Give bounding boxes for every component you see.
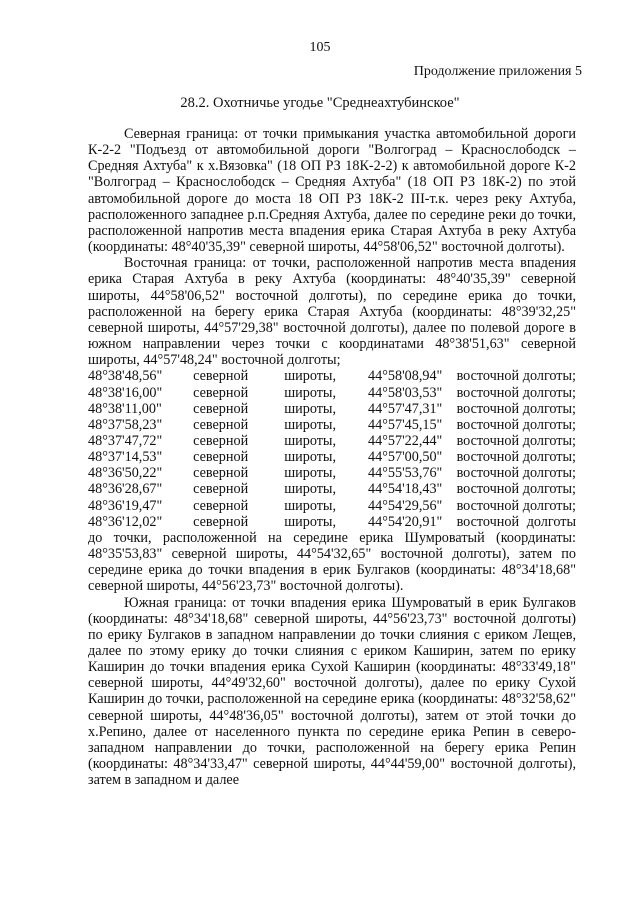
latitude-suffix: широты, — [284, 432, 336, 449]
latitude-value: 48°38'16,00" — [88, 384, 163, 401]
coordinate-row — [88, 385, 576, 401]
latitude-word: северной — [193, 384, 249, 401]
longitude-value: 44°57'00,50" — [368, 449, 443, 466]
latitude-value: 48°36'12,02" — [88, 513, 163, 530]
longitude-suffix: долготы; — [522, 368, 576, 385]
coordinate-row — [88, 417, 576, 433]
longitude-value: 44°57'22,44" — [368, 432, 443, 449]
longitude-value: 44°58'08,94" — [368, 368, 443, 385]
page-number: 105 — [309, 40, 331, 55]
south-border-paragraph: Южная граница: от точки впадения ерика Шумроватый в ерик Булгаков (координаты: 48°34'18,68" северной широты, 44°56'23,73" восточной долготы) по ерику Булгаков в западном направлении до точки слияния с ериком Лещев, далее по этому ерику до точки слияния с ериком Каширин, затем по ерику Каширин до точки впадения ерика Сухой Каширин (координаты: 48°33'49,18" северной широты, 44°49'32,60" восточной долготы), далее по ерику Сухой Каширин до точки, расположенной на середине ерика (координаты: 48°32'58,62" северной широты, 44°48'36,05" восточной долготы), затем от этой точки до х.Репино, далее от населенного пункта по середине ерика Репин в северо-западном направлении до точки, расположенной на берегу ерика Репин (координаты: 48°34'33,47" северной широты, 44°44'59,00" восточной долготы), затем в западном и далее — [88, 594, 576, 789]
latitude-value: 48°37'14,53" — [88, 449, 163, 466]
latitude-suffix: широты, — [284, 497, 336, 514]
latitude-suffix: широты, — [284, 481, 336, 498]
latitude-value: 48°36'50,22" — [88, 465, 163, 482]
latitude-suffix: широты, — [284, 416, 336, 433]
longitude-suffix: долготы — [526, 513, 576, 530]
latitude-word: северной — [193, 432, 249, 449]
latitude-value: 48°37'47,72" — [88, 432, 163, 449]
longitude-word: восточной — [456, 384, 520, 401]
section-title: 28.2. Охотничье угодье "Среднеахтубинское" — [180, 95, 460, 111]
coordinate-row — [88, 401, 576, 417]
longitude-word: восточной — [456, 465, 520, 482]
longitude-word: восточной — [456, 368, 520, 385]
longitude-suffix: долготы; — [522, 384, 576, 401]
coordinate-row — [88, 449, 576, 465]
longitude-word: восточной — [456, 400, 520, 417]
longitude-suffix: долготы; — [522, 432, 576, 449]
appendix-continuation-label: Продолжение приложения 5 — [413, 64, 582, 79]
latitude-value: 48°38'11,00" — [88, 400, 162, 417]
coordinate-row — [88, 465, 576, 481]
document-body — [88, 126, 576, 788]
longitude-value: 44°54'29,56" — [368, 497, 443, 514]
coordinate-row — [88, 368, 576, 384]
longitude-word: восточной — [456, 432, 520, 449]
latitude-suffix: широты, — [284, 400, 336, 417]
longitude-value: 44°55'53,76" — [368, 465, 443, 482]
longitude-suffix: долготы; — [522, 481, 576, 498]
latitude-word: северной — [193, 400, 249, 417]
east-border-end-paragraph: до точки, расположенной на середине ерика Шумроватый (координаты: 48°35'53,83" северной широты, 44°54'32,65" восточной долготы), затем по середине ерика до точки впадения в ерик Булгаков (координаты: 48°34'18,68" северной широты, 44°56'23,73" восточной долготы). — [88, 529, 576, 595]
north-border-paragraph: Северная граница: от точки примыкания участка автомобильной дороги К-2-2 "Подъезд от автомобильной дороги "Волгоград – Краснослободск – Средняя Ахтуба" к х.Вязовка" (18 ОП РЗ 18К-2-2) к автомобильной дороге К-2 "Волгоград – Краснослободск – Средняя Ахтуба" (18 ОП РЗ 18К-2) по этой автомобильной дороге до моста 18 ОП РЗ 18К-2 III-т.к. через реку Ахтуба, расположенного западнее р.п.Средняя Ахтуба, далее по середине реки до точки, расположенной напротив места впадения ерика Старая Ахтуба в реку Ахтуба (координаты: 48°40'35,39" северной широты, 44°58'06,52" восточной долготы). — [88, 126, 576, 256]
longitude-word: восточной — [456, 416, 520, 433]
latitude-value: 48°38'48,56" — [88, 368, 163, 385]
longitude-suffix: долготы; — [522, 465, 576, 482]
latitude-word: северной — [193, 368, 249, 385]
longitude-word: восточной — [456, 513, 520, 530]
latitude-suffix: широты, — [284, 465, 336, 482]
latitude-word: северной — [193, 497, 249, 514]
latitude-suffix: широты, — [284, 449, 336, 466]
longitude-value: 44°54'20,91" — [368, 513, 443, 530]
latitude-suffix: широты, — [284, 368, 336, 385]
longitude-word: восточной — [456, 449, 520, 466]
coordinate-list — [88, 368, 576, 530]
coordinate-row — [88, 481, 576, 497]
longitude-value: 44°57'47,31" — [368, 400, 443, 417]
latitude-word: северной — [193, 481, 249, 498]
latitude-word: северной — [193, 513, 249, 530]
longitude-suffix: долготы; — [522, 416, 576, 433]
longitude-value: 44°58'03,53" — [368, 384, 443, 401]
longitude-suffix: долготы; — [522, 497, 576, 514]
longitude-suffix: долготы; — [522, 400, 576, 417]
latitude-suffix: широты, — [284, 513, 336, 530]
latitude-suffix: широты, — [284, 384, 336, 401]
coordinate-row — [88, 498, 576, 514]
latitude-word: северной — [193, 416, 249, 433]
longitude-word: восточной — [456, 481, 520, 498]
latitude-value: 48°36'19,47" — [88, 497, 163, 514]
latitude-value: 48°37'58,23" — [88, 416, 163, 433]
latitude-word: северной — [193, 465, 249, 482]
longitude-suffix: долготы; — [522, 449, 576, 466]
latitude-word: северной — [193, 449, 249, 466]
coordinate-row — [88, 514, 576, 530]
longitude-word: восточной — [456, 497, 520, 514]
coordinate-row — [88, 433, 576, 449]
east-border-intro-paragraph: Восточная граница: от точки, расположенной напротив места впадения ерика Старая Ахтуба в реку Ахтуба (координаты: 48°40'35,39" северной широты, 44°58'06,52" восточной долготы), по середине ерика до точки, расположенной на берегу ерика Старая Ахтуба (координаты: 48°39'32,25" северной широты, 44°57'29,38" восточной долготы), далее по полевой дороге в южном направлении через точки с координатами 48°38'51,63" северной широты, 44°57'48,24" восточной долготы; — [88, 255, 576, 369]
latitude-value: 48°36'28,67" — [88, 481, 163, 498]
longitude-value: 44°54'18,43" — [368, 481, 443, 498]
longitude-value: 44°57'45,15" — [368, 416, 443, 433]
